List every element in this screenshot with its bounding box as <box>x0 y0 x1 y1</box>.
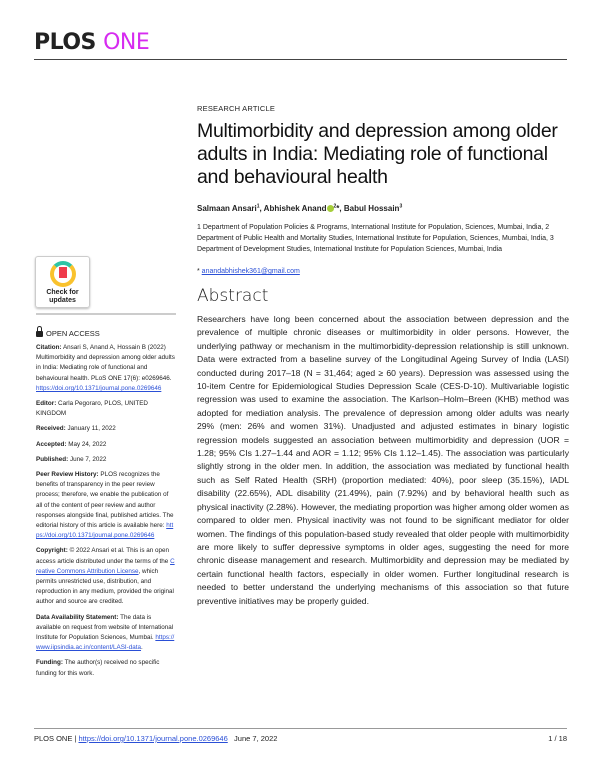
page-footer <box>34 734 567 744</box>
accepted-label: Accepted: <box>36 440 67 448</box>
copyright-label: Copyright: <box>36 547 68 555</box>
author-sup: 3 <box>399 203 403 210</box>
funding-text: The author(s) received no specific funding for this work. <box>36 659 160 677</box>
footer-date: June 7, 2022 <box>234 734 278 743</box>
logo-one: ONE <box>103 30 150 55</box>
received-date: January 11, 2022 <box>67 425 116 433</box>
sidebar-rule <box>36 313 176 315</box>
citation-link[interactable]: https://doi.org/10.1371/journal.pone.0269646 <box>36 384 162 392</box>
abstract-text: Researchers have long been concerned about the association between depression and the prevalence of multiple chronic diseases or multimorbidity in older persons. However, the underlying pathway or mechanism in the multimorbidity-depression relationship is still unknown. Data were extracted from a baseline survey of the Longitudinal Ageing Survey of India (LASI) conducted during 2017–18 (N = 31,464; aged ≥ 60 years). Depression was assessed using the 10-item Centre for Epidemiological Studies Depression Scale (CES-D-10). Multivariable logistic regression was used to examine the association. The Karlson–Holm–Breen (KHB) method was adopted for mediation analysis. The prevalence of depression among older adults was nearly 29% (men: 26% and women 31%). Unadjusted and adjusted estimates in binary logistic regression models suggested an association between multimorbidity and depression (UOR = 1.28; 95% CIs 1.27–1.44 and AOR = 1.12; 95% CIs 1.12–1.45). The association was particularly slightly strong in the older men. In addition, the association was mediated by functional health such as Self Rated Health (SRH) (proportion mediated: 40%), poor sleep (35.15%), IADL disability (22.65%), ADL disability (21.49%), pain (7.92%) and by behavioral health such as physical inactivity (2.28%). However, the mediating proportion was higher among older women as compared to older men. Physical inactivity was not found to be significant mediator for older women. The findings of this population-based study revealed that older people with multimorbidity are more likely to suffer depressive symptoms in older ages, suggesting the need for more chronic disease management and research. Multimorbidity and depression may be mediated by certain functional health factors, especially in older women. Further longitudinal research is needed to better understand the underlying mechanisms of this association so that future preventive initiatives may be properly guided. <box>197 314 569 606</box>
citation-text: Ansari S, Anand A, Hossain B (2022) Multimorbidity and depression among older adults in India: Mediating role of functional and behavioural health. PLoS ONE 17(6): e0269646. <box>36 344 175 382</box>
open-lock-icon <box>36 331 43 337</box>
accepted-date: May 24, 2022 <box>68 440 107 448</box>
email-prefix: * <box>197 268 202 275</box>
author-name[interactable]: Abhishek Anand <box>263 204 327 213</box>
header-rule <box>34 59 567 60</box>
copyright-text: © 2022 Ansari et al. This is an open access article distributed under the terms of the <box>36 547 169 565</box>
footer-sep: | <box>72 734 79 743</box>
footer-rule <box>34 728 567 729</box>
orcid-icon[interactable] <box>327 205 334 212</box>
data-availability-label: Data Availability Statement: <box>36 613 119 621</box>
footer-doi-link[interactable]: https://doi.org/10.1371/journal.pone.0269646 <box>78 734 228 743</box>
data-availability-text: The data is available on request from website of International Institute for Population Sciences, Mumbai. <box>36 613 174 642</box>
peer-review-label: Peer Review History: <box>36 471 99 479</box>
author-sup: 2 <box>333 203 337 210</box>
article-header <box>197 104 569 608</box>
peer-review-link[interactable]: https://doi.org/10.1371/journal.pone.0269646 <box>36 522 174 540</box>
author-list: Salmaan Ansari$^1$, Abhishek Anand $^2$*, Babul Hossain$^3$ <box>197 203 403 213</box>
published-label: Published: <box>36 455 69 463</box>
data-link[interactable]: https://www.iipsindia.ac.in/content/LASI-data <box>36 634 175 652</box>
corresponding-email <box>197 267 569 277</box>
citation <box>36 343 176 394</box>
corresponding-mark: * <box>336 204 340 213</box>
copyright-text-end: , which permits unrestricted use, distribution, and reproduction in any medium, provided the original author and source are credited. <box>36 567 174 606</box>
author-name[interactable]: Salmaan Ansari <box>197 204 257 213</box>
sidebar <box>36 328 176 684</box>
check-for-updates-button[interactable] <box>35 256 90 308</box>
article-type: RESEARCH ARTICLE <box>197 104 276 113</box>
license-link[interactable]: Creative Commons Attribution License <box>36 557 175 575</box>
peer-review-text: PLOS recognizes the benefits of transparency in the peer review process; therefore, we enable the publication of all of the content of peer review and author responses alongside final, published articles. The editorial history of this article is available here: <box>36 471 174 530</box>
email-link[interactable]: anandabhishek361@gmail.com <box>201 268 300 275</box>
published-date: June 7, 2022 <box>69 455 107 463</box>
article-title: Multimorbidity and depression among older adults in India: Mediating role of functional and behavioural health <box>197 120 558 188</box>
affiliations: 1 Department of Population Policies & Programs, International Institute for Population, Sciences, Mumbai, India, 2 Department of Public Health and Mortality Studies, International Institute for Population, Sciences, Mumbai, India, 3 Department of Development Studies, International Institute for Population Sciences, Mumbai, India <box>197 224 554 253</box>
badge-line1: Check for <box>46 289 79 296</box>
author-name[interactable]: Babul Hossain <box>343 204 400 213</box>
editor-value: Carla Pegoraro, PLOS, UNITED KINGDOM <box>36 400 148 418</box>
page-number: 1 / 18 <box>548 734 567 743</box>
funding-label: Funding: <box>36 659 63 667</box>
citation-label: Citation: <box>36 344 62 351</box>
abstract-heading: Abstract <box>197 286 269 306</box>
badge-line2: updates <box>49 297 76 304</box>
author-sup: 1 <box>256 203 260 210</box>
check-updates-icon <box>50 261 76 287</box>
editor-label: Editor: <box>36 400 57 408</box>
plos-one-logo <box>34 30 149 55</box>
logo-plos: PLOS <box>34 30 96 55</box>
data-end: . <box>141 644 143 652</box>
received-label: Received: <box>36 425 66 433</box>
open-access-label: OPEN ACCESS <box>46 329 100 338</box>
footer-journal: PLOS ONE <box>34 734 73 743</box>
